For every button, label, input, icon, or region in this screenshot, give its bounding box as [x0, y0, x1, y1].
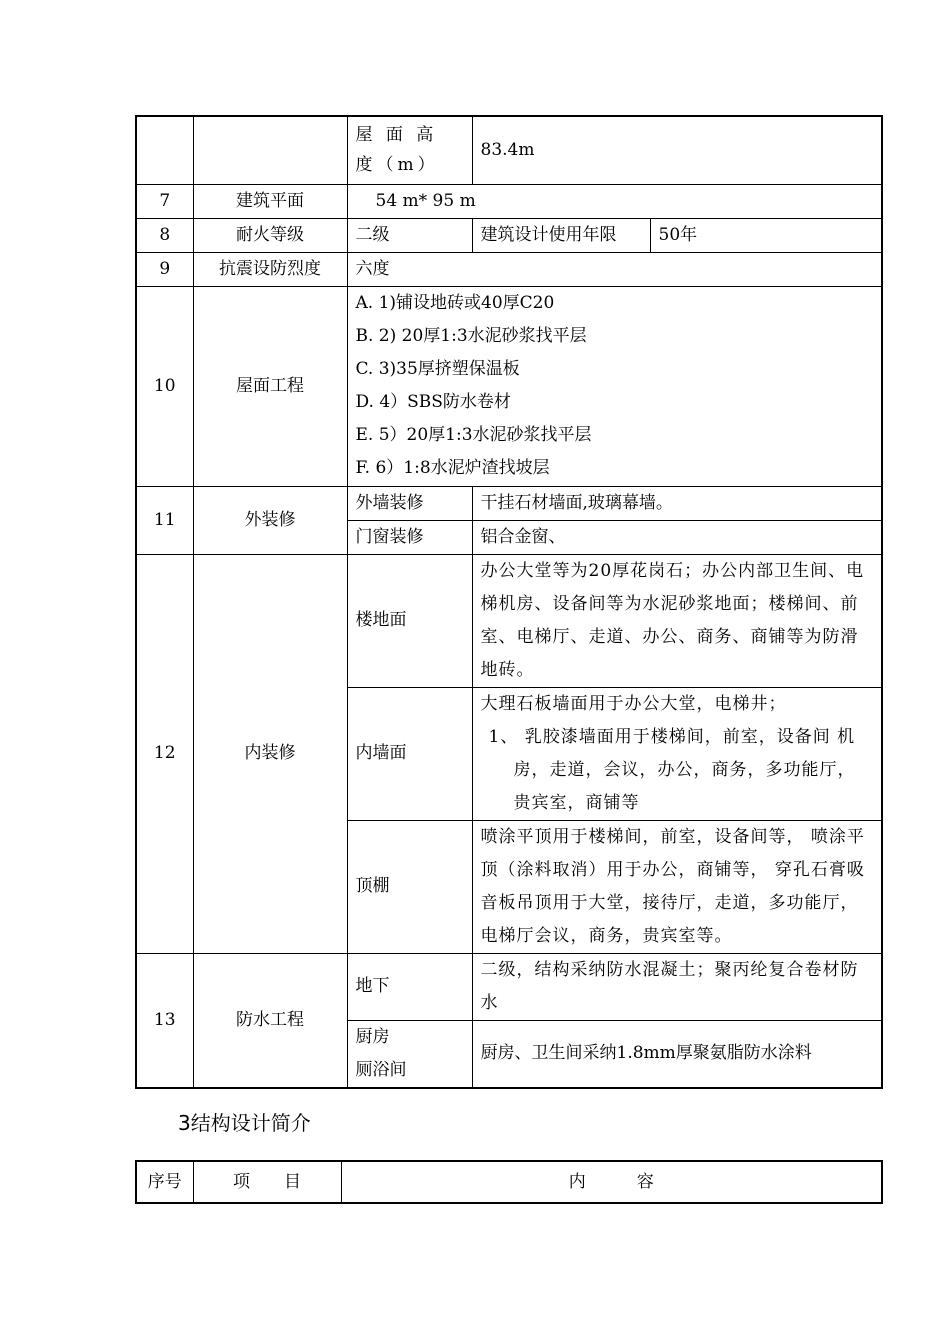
row-number: 11	[136, 486, 193, 554]
building-design-table	[135, 115, 883, 1089]
sub-value: 厨房、卫生间采纳1.8mm厚聚氨脂防水涂料	[472, 1020, 882, 1088]
table-row	[136, 286, 882, 486]
sub-label: 内墙面	[347, 687, 472, 820]
sub-label-line: 厨房	[355, 1026, 390, 1047]
sub-label: 外墙装修	[347, 486, 472, 520]
table-row	[136, 116, 882, 184]
list-item: B. 2) 20厚1:3水泥砂浆找平层	[355, 326, 587, 346]
row-number: 10	[136, 286, 193, 486]
sub-label: 地下	[347, 953, 472, 1020]
service-life-value: 50年	[650, 218, 882, 252]
row-number: 8	[136, 218, 193, 252]
list-item: 大理石板墙面用于办公大堂，电梯井；	[480, 693, 787, 714]
row-item: 建筑平面	[193, 184, 347, 218]
row-number: 9	[136, 252, 193, 286]
table-row	[136, 184, 882, 218]
sub-value: 铝合金窗、	[472, 520, 882, 554]
structure-design-table	[135, 1160, 883, 1204]
row-number: 12	[136, 554, 193, 953]
sub-value: 喷涂平顶用于楼梯间，前室，设备间等， 喷涂平顶（涂料取消）用于办公，商铺等， 穿孔石膏吸音板吊顶用于大堂，接待厅，走道，多功能厅，电梯厅会议，商务，贵宾室等。	[472, 820, 882, 953]
table-header-row	[136, 1161, 882, 1203]
sub-label: 顶棚	[347, 820, 472, 953]
list-item: 1、 乳胶漆墙面用于楼梯间，前室，设备间 机房，走道，会议，办公，商务，多功能厅，贵宾室，商铺等	[488, 726, 856, 813]
row-item: 内装修	[193, 554, 347, 953]
row-item: 抗震设防烈度	[193, 252, 347, 286]
building-plan-size: 54 m* 95 m	[375, 190, 476, 211]
sub-label	[347, 1020, 472, 1088]
sub-value: 办公大堂等为20厚花岗石；办公内部卫生间、电梯机房、设备间等为水泥砂浆地面；楼梯间、前室、电梯厅、走道、办公、商务、商铺等为防滑地砖。	[472, 554, 882, 687]
service-life-label: 建筑设计使用年限	[472, 218, 650, 252]
roof-height-label: 屋 面 高 度（m）	[347, 116, 472, 184]
sub-value: 二级，结构采纳防水混凝土；聚丙纶复合卷材防水	[472, 953, 882, 1020]
row-item: 外装修	[193, 486, 347, 554]
sub-label: 门窗装修	[347, 520, 472, 554]
row-value	[347, 184, 882, 218]
column-header-content: 内 容	[341, 1161, 882, 1203]
table-row	[136, 486, 882, 520]
list-item: D. 4）SBS防水卷材	[355, 392, 511, 412]
sub-label: 楼地面	[347, 554, 472, 687]
row-item: 防水工程	[193, 953, 347, 1088]
sub-value: 干挂石材墙面,玻璃幕墙。	[472, 486, 882, 520]
table-row	[136, 218, 882, 252]
table-cell	[136, 116, 193, 184]
table-row	[136, 953, 882, 1020]
table-cell	[193, 116, 347, 184]
seismic-value: 六度	[347, 252, 882, 286]
row-number: 7	[136, 184, 193, 218]
list-item: F. 6）1:8水泥炉渣找坡层	[355, 458, 550, 478]
row-number: 13	[136, 953, 193, 1088]
list-item: E. 5）20厚1:3水泥砂浆找平层	[355, 425, 592, 445]
table-row	[136, 554, 882, 687]
list-item: A. 1)铺设地砖或40厚C20	[355, 293, 555, 313]
table-row	[136, 252, 882, 286]
row-item: 屋面工程	[193, 286, 347, 486]
section-heading: 3结构设计简介	[178, 1111, 311, 1135]
fire-rating-value: 二级	[347, 218, 472, 252]
list-item: C. 3)35厚挤塑保温板	[355, 359, 520, 379]
column-header-item: 项 目	[193, 1161, 341, 1203]
sub-label-line: 厕浴间	[355, 1059, 407, 1080]
roof-layers	[347, 286, 882, 486]
roof-height-value: 83.4m	[472, 116, 882, 184]
column-header-number: 序号	[136, 1161, 193, 1203]
row-item: 耐火等级	[193, 218, 347, 252]
sub-value	[472, 687, 882, 820]
